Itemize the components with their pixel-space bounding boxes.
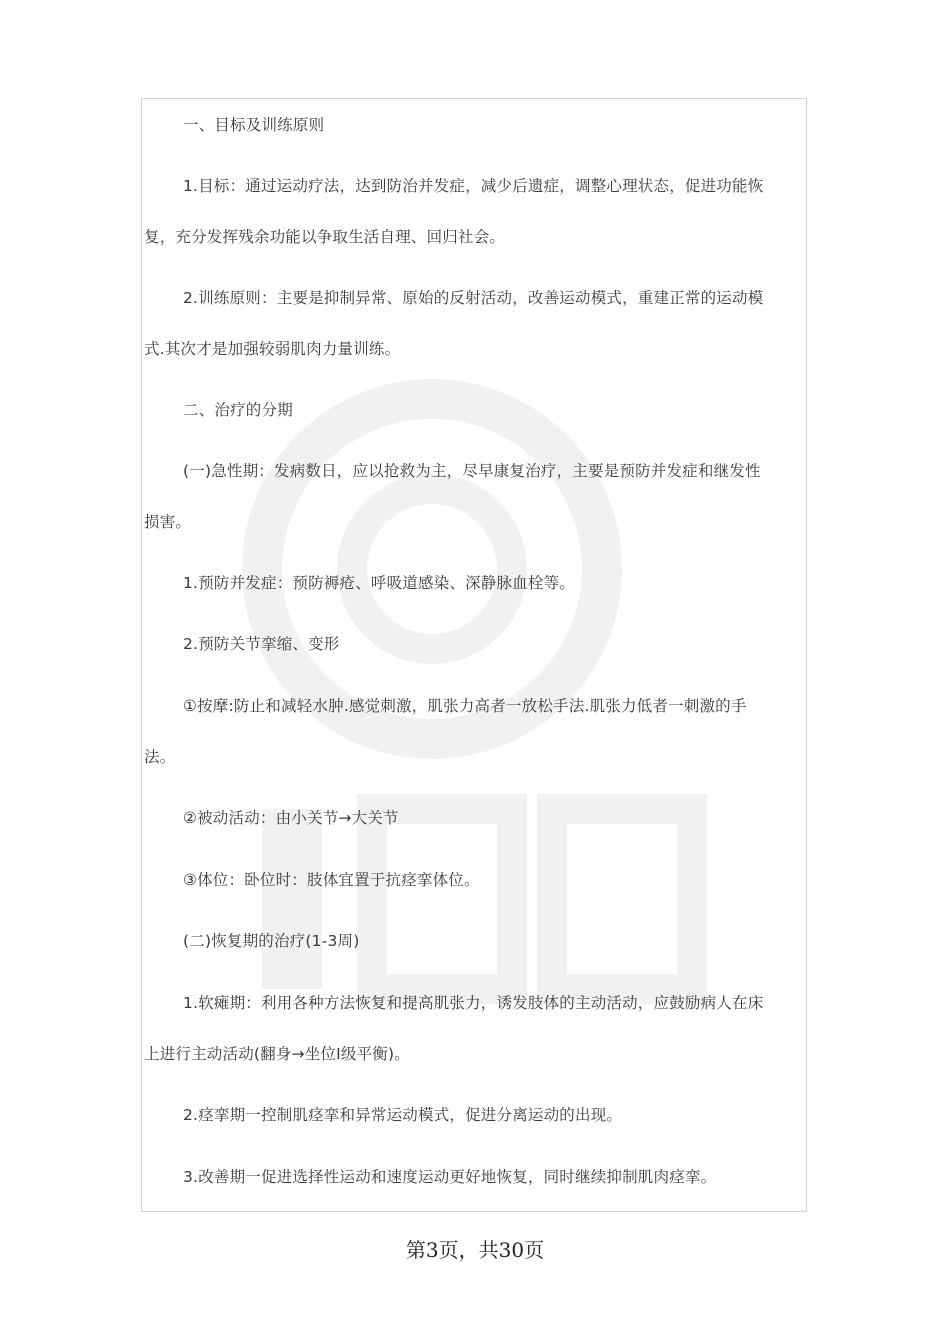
heading-treatment-stages: 二、治疗的分期: [183, 401, 293, 419]
paragraph-line: 法。: [144, 748, 176, 766]
paragraph-line: ③体位：卧位时：肢体宜置于抗痉挛体位。: [183, 871, 480, 889]
paragraph-line: 2.训练原则：主要是抑制异常、原始的反射活动，改善运动模式，重建正常的运动模: [183, 289, 764, 307]
paragraph-line: 1.预防并发症：预防褥疮、呼吸道感染、深静脉血栓等。: [183, 574, 575, 592]
paragraph-line: 2.痉挛期一控制肌痉挛和异常运动模式，促进分离运动的出现。: [183, 1106, 623, 1124]
page-number-footer: 第3页，共30页: [405, 1238, 545, 1262]
paragraph-line: 复，充分发挥残余功能以争取生活自理、回归社会。: [144, 228, 506, 246]
heading-recovery-stage: (二)恢复期的治疗(1-3周): [183, 932, 360, 950]
heading-goals-principles: 一、目标及训练原则: [183, 116, 325, 134]
paragraph-line: (一)急性期：发病数日，应以抢救为主，尽早康复治疗，主要是预防并发症和继发性: [183, 462, 761, 480]
paragraph-line: 损害。: [144, 513, 192, 531]
paragraph-line: 3.改善期一促进选择性运动和速度运动更好地恢复，同时继续抑制肌肉痉挛。: [183, 1168, 717, 1186]
paragraph-line: 2.预防关节挛缩、变形: [183, 635, 340, 653]
paragraph-line: 1.目标：通过运动疗法，达到防治并发症，减少后遗症，调整心理状态，促进功能恢: [183, 177, 764, 195]
document-frame: [141, 98, 807, 1212]
paragraph-line: ①按摩:防止和减轻水肿.感觉刺激，肌张力高者一放松手法.肌张力低者一刺激的手: [183, 697, 747, 715]
paragraph-line: 式.其次才是加强较弱肌肉力量训练。: [144, 340, 401, 358]
paragraph-line: 上进行主动活动(翻身→坐位Ⅰ级平衡)。: [144, 1045, 410, 1063]
paragraph-line: ②被动活动：由小关节→大关节: [183, 809, 399, 827]
paragraph-line: 1.软瘫期：利用各种方法恢复和提高肌张力，诱发肢体的主动活动，应鼓励病人在床: [183, 994, 764, 1012]
